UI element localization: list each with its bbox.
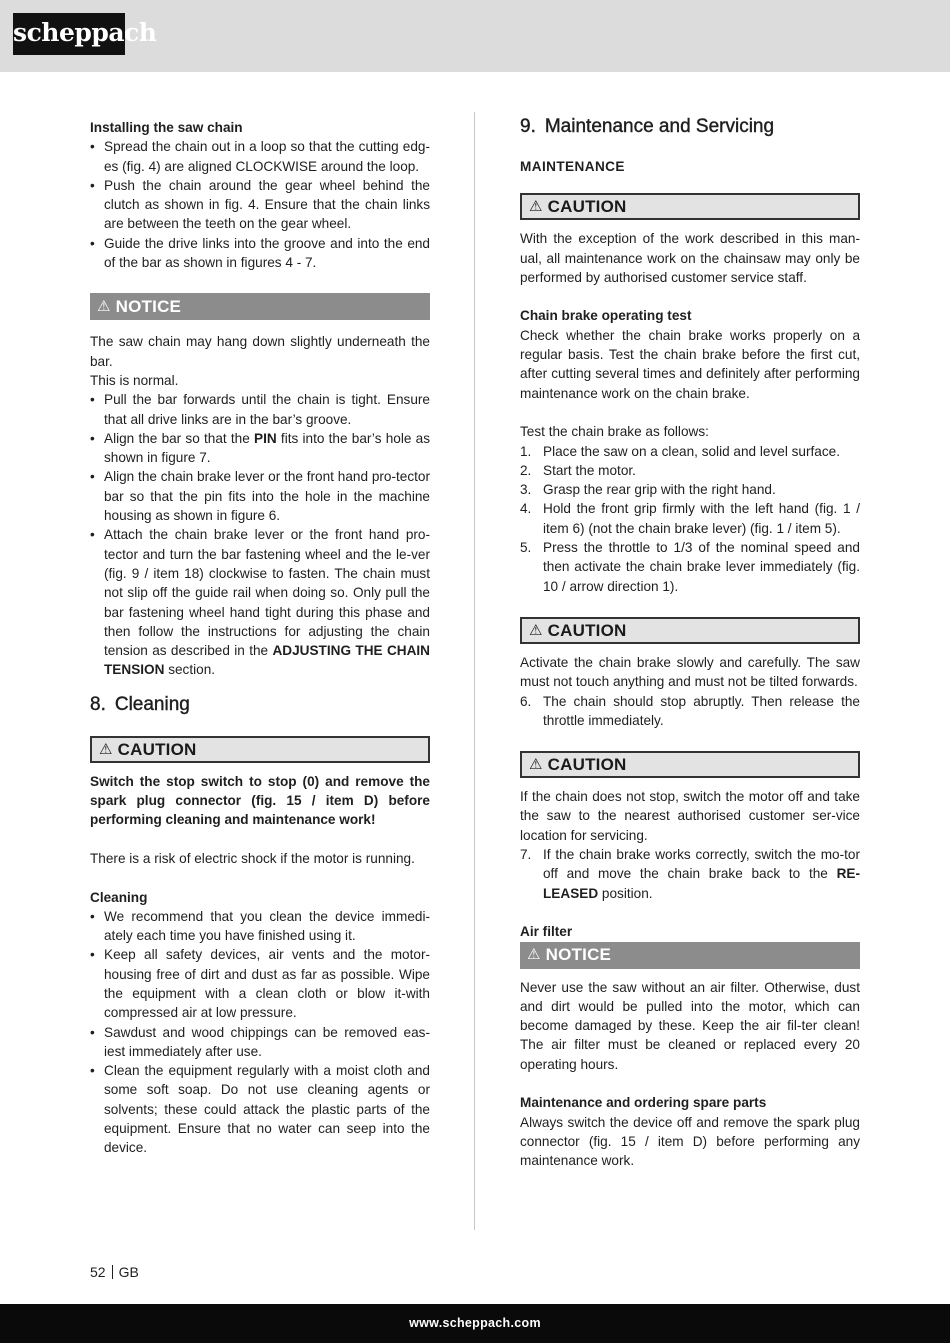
cleaning-subheading: Cleaning (90, 889, 148, 905)
air-filter-heading: Air filter (520, 924, 573, 940)
warning-triangle-icon: ⚠ (529, 755, 543, 773)
caution-label: CAUTION (117, 739, 197, 759)
install-heading: Installing the saw chain (90, 120, 243, 135)
warning-triangle-icon: ⚠ (527, 946, 541, 964)
step-7 (520, 845, 860, 903)
list-item: 2. Start the motor. (520, 462, 636, 478)
caution-box (520, 193, 860, 220)
test-intro: Test the chain brake as follows: (520, 424, 709, 440)
column-divider (474, 112, 475, 1230)
caution-box (520, 751, 860, 778)
warning-triangle-icon: ⚠ (99, 740, 113, 758)
activate-text: Activate the chain brake slowly and carefully. The saw must not touch anything and must not be tilted forwards. (520, 654, 860, 690)
notice-box (90, 293, 430, 320)
list-item: 6. The chain should stop abruptly. Then release the throttle immediately. (520, 693, 860, 728)
warning-triangle-icon: ⚠ (529, 621, 543, 639)
header-bar (0, 0, 950, 72)
caution-box (90, 736, 430, 763)
list-item: • Spread the chain out in a loop so that the cutting edg-es (fig. 4) are aligned CLOCKWISE around the loop. (90, 137, 430, 176)
page-footer (90, 1264, 139, 1280)
notice-label: NOTICE (545, 945, 612, 965)
notice-label: NOTICE (115, 297, 182, 317)
caution-label: CAUTION (547, 754, 627, 774)
test-steps (520, 442, 860, 596)
exception-text: With the exception of the work described in this man-ual, all maintenance work on the chainsaw may only be performed by authorised customer service staff. (520, 231, 860, 285)
list-item: 1. Place the saw on a clean, solid and level surface. (520, 443, 840, 459)
notice-text-normal: This is normal. (90, 372, 179, 388)
not-stop-text: If the chain does not stop, switch the motor off and take the saw to the nearest authorised customer ser-vice location for servicing. (520, 789, 860, 843)
maintenance-label: MAINTENANCE (520, 159, 625, 174)
notice-box (520, 942, 860, 969)
air-filter-text: Never use the saw without an air filter. Otherwise, dust and dirt would be pulled into the motor, which can become damaged by these. Keep the air fil-ter clean! The air filter must be cleaned or replaced every 20 operating hours. (520, 979, 860, 1072)
shock-text: There is a risk of electric shock if the motor is running. (90, 850, 415, 866)
warning-triangle-icon: ⚠ (97, 298, 111, 316)
spare-parts-heading: Maintenance and ordering spare parts (520, 1095, 767, 1111)
list-item: • Align the chain brake lever or the front hand pro-tector bar so that the pin fits into the hole in the machine housing as shown in figure 6. (90, 467, 430, 525)
list-item: 7. If the chain brake works correctly, switch the mo-tor off and move the chain brake back to the RE-LEASED position. (520, 847, 860, 901)
list-item: • Align the bar so that the PIN fits into the bar’s hole as shown in figure 7. (90, 429, 430, 468)
step-6 (520, 692, 860, 731)
cleaning-heading: 8. Cleaning (90, 693, 190, 715)
notice-text: The saw chain may hang down slightly underneath the bar. (90, 334, 430, 369)
caution-box (520, 617, 860, 644)
scheppach-logo: scheppach (13, 13, 125, 55)
list-item: 3. Grasp the rear grip with the right hand. (520, 482, 776, 498)
install-list (90, 137, 430, 272)
list-item: • We recommend that you clean the device immedi-ately each time you have finished using it. (90, 907, 430, 946)
list-item: • Push the chain around the gear wheel behind the clutch as shown in fig. 4. Ensure that the chain links are between the teeth on the gear wheel. (90, 176, 430, 234)
list-item: • Keep all safety devices, air vents and the motor-housing free of dirt and dust as far as possible. Wipe the equipment with a clean cloth or blow it-with compressed air at low pressure. (90, 945, 430, 1022)
language-code: GB (118, 1264, 139, 1280)
list-item: 5. Press the throttle to 1/3 of the nominal speed and then activate the chain brake lever immediately (fig. 10 / arrow direction 1). (520, 540, 860, 594)
list-item: • Attach the chain brake lever or the front hand pro-tector and turn the bar fastening wheel and the le-ver (fig. 9 / item 18) clockwise to fasten. The chain must not slip off the guide rail when doing so. Only pull the bar fastening wheel hand tight during this phase and then follow the instructions for adjusting the chain tension as described in the ADJUSTING THE CHAIN TENSION section. (90, 525, 430, 679)
caution-label: CAUTION (547, 197, 627, 217)
bar-list (90, 390, 430, 679)
footer-bar (0, 1304, 950, 1343)
warning-triangle-icon: ⚠ (529, 198, 543, 216)
cleaning-list (90, 907, 430, 1158)
right-column (520, 114, 860, 1170)
maintenance-heading: 9. Maintenance and Servicing (520, 116, 775, 137)
caution-label: CAUTION (547, 620, 627, 640)
brake-test-text: Check whether the chain brake works properly on a regular basis. Test the chain brake before the first cut, after cutting several times and definitely after performing maintenance work on the chain brake. (520, 327, 860, 401)
website-link[interactable]: www.scheppach.com (409, 1316, 541, 1330)
list-item: 4. Hold the front grip firmly with the left hand (fig. 1 / item 6) (not the chain brake lever) (fig. 1 / item 5). (520, 501, 860, 536)
list-item: • Sawdust and wood chippings can be removed eas-iest immediately after use. (90, 1023, 430, 1062)
list-item: • Guide the drive links into the groove and into the end of the bar as shown in figures 4 - 7. (90, 234, 430, 273)
page-number: 52 (90, 1264, 106, 1280)
brake-test-heading: Chain brake operating test (520, 308, 692, 324)
spare-parts-text: Always switch the device off and remove the spark plug connector (fig. 15 / item D) before performing any maintenance work. (520, 1114, 860, 1169)
left-column (90, 118, 430, 1158)
list-item: • Pull the bar forwards until the chain is tight. Ensure that all drive links are in the bar’s groove. (90, 390, 430, 429)
cleaning-warning: Switch the stop switch to stop (0) and remove the spark plug connector (fig. 15 / item D) before performing cleaning and maintenance work! (90, 773, 430, 828)
list-item: • Clean the equipment regularly with a moist cloth and some soft soap. Do not use cleaning agents or solvents; these could attack the plastic parts of the equipment. Ensure that no water can seep into the device. (90, 1061, 430, 1157)
